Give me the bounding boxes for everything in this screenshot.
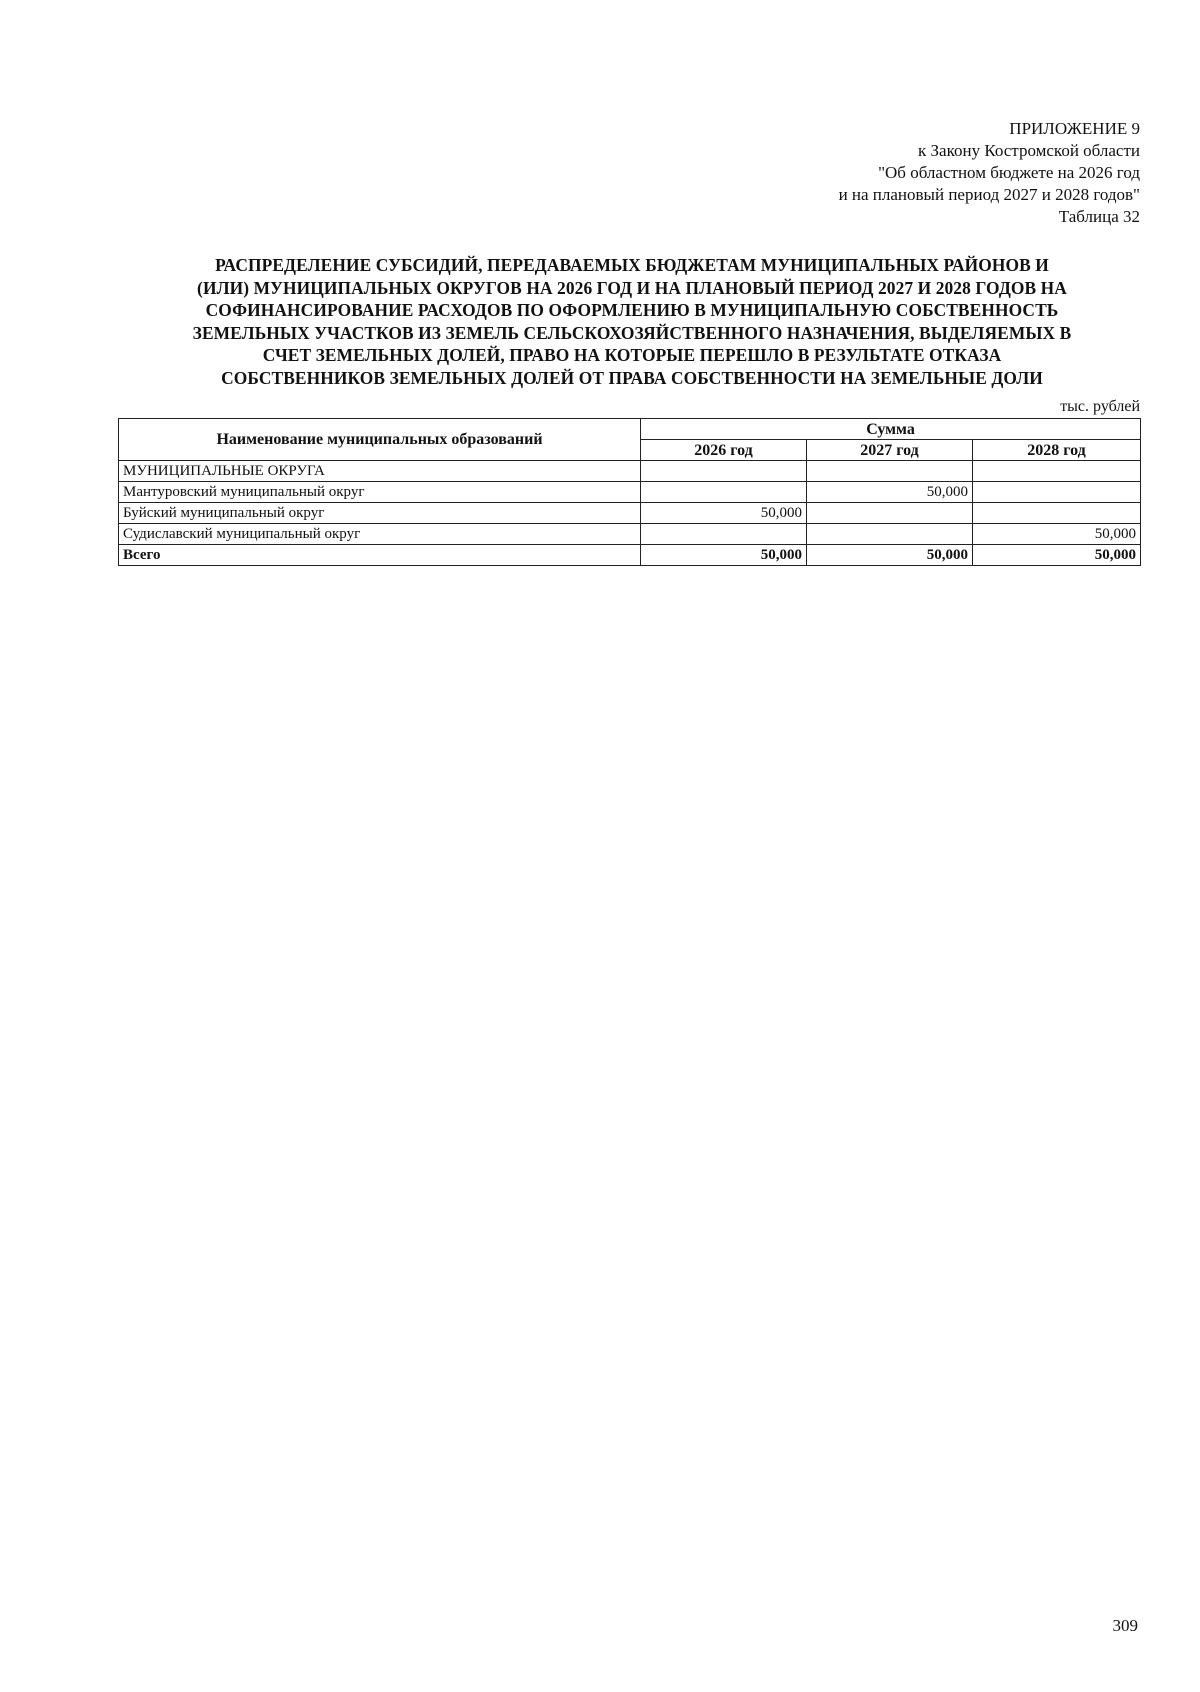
header-name: Наименование муниципальных образований	[119, 419, 641, 461]
total-value-2028: 50,000	[973, 545, 1141, 566]
header-year-2026: 2026 год	[641, 440, 807, 461]
row-value-2027	[807, 461, 973, 482]
row-value-2028	[973, 461, 1141, 482]
annex-law-name-2: и на плановый период 2027 и 2028 годов"	[838, 185, 1140, 204]
row-name: Судиславский муниципальный округ	[119, 524, 641, 545]
table-total-row	[119, 545, 1141, 566]
row-value-2028	[973, 503, 1141, 524]
total-label: Всего	[119, 545, 641, 566]
title-line: ЗЕМЕЛЬНЫХ УЧАСТКОВ ИЗ ЗЕМЕЛЬ СЕЛЬСКОХОЗЯЙСТВЕННОГО НАЗНАЧЕНИЯ, ВЫДЕЛЯЕМЫХ В	[192, 322, 1072, 343]
title-line: (ИЛИ) МУНИЦИПАЛЬНЫХ ОКРУГОВ НА 2026 ГОД И НА ПЛАНОВЫЙ ПЕРИОД 2027 И 2028 ГОДОВ НА	[197, 277, 1067, 298]
annex-block	[839, 118, 1140, 228]
row-value-2026	[641, 524, 807, 545]
page-number: 309	[1112, 1616, 1138, 1635]
total-value-2026: 50,000	[641, 545, 807, 566]
subsidy-table	[118, 418, 1141, 566]
header-sum: Сумма	[641, 419, 1141, 440]
row-value-2027	[807, 524, 973, 545]
header-year-2027: 2027 год	[807, 440, 973, 461]
row-name: Буйский муниципальный округ	[119, 503, 641, 524]
table-row	[119, 482, 1141, 503]
row-name: Мантуровский муниципальный округ	[119, 482, 641, 503]
title-line: СОБСТВЕННИКОВ ЗЕМЕЛЬНЫХ ДОЛЕЙ ОТ ПРАВА СОБСТВЕННОСТИ НА ЗЕМЕЛЬНЫЕ ДОЛИ	[221, 367, 1043, 388]
title-line: РАСПРЕДЕЛЕНИЕ СУБСИДИЙ, ПЕРЕДАВАЕМЫХ БЮДЖЕТАМ МУНИЦИПАЛЬНЫХ РАЙОНОВ И	[215, 255, 1049, 275]
title-line: СОФИНАНСИРОВАНИЕ РАСХОДОВ ПО ОФОРМЛЕНИЮ В МУНИЦИПАЛЬНУЮ СОБСТВЕННОСТЬ	[205, 300, 1059, 320]
table-header-row	[119, 419, 1141, 440]
table-row	[119, 524, 1141, 545]
row-value-2028	[973, 482, 1141, 503]
row-value-2027	[807, 503, 973, 524]
annex-table-number: Таблица 32	[1058, 207, 1140, 226]
annex-title: ПРИЛОЖЕНИЕ 9	[1009, 119, 1140, 138]
row-value-2026	[641, 482, 807, 503]
total-value-2027: 50,000	[807, 545, 973, 566]
header-year-2028: 2028 год	[973, 440, 1141, 461]
row-value-2026: 50,000	[641, 503, 807, 524]
table-row	[119, 461, 1141, 482]
annex-law-name-1: "Об областном бюджете на 2026 год	[878, 163, 1140, 182]
table-row	[119, 503, 1141, 524]
row-name: МУНИЦИПАЛЬНЫЕ ОКРУГА	[119, 461, 641, 482]
annex-law-ref: к Закону Костромской области	[918, 141, 1140, 160]
units-label: тыс. рублей	[1060, 398, 1140, 415]
title-line: СЧЕТ ЗЕМЕЛЬНЫХ ДОЛЕЙ, ПРАВО НА КОТОРЫЕ ПЕРЕШЛО В РЕЗУЛЬТАТЕ ОТКАЗА	[262, 345, 1002, 365]
row-value-2027: 50,000	[807, 482, 973, 503]
document-title	[118, 254, 1146, 389]
row-value-2026	[641, 461, 807, 482]
row-value-2028: 50,000	[973, 524, 1141, 545]
